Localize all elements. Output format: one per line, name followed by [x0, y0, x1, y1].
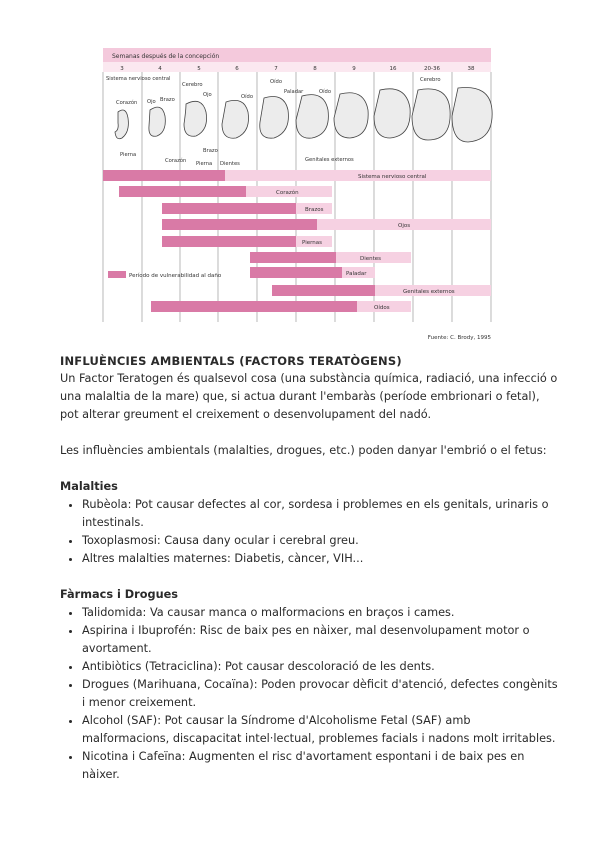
- embryo-week9-image: [334, 93, 368, 138]
- list-item: • Rubèola: Pot causar defectes al cor, sordesa i problemes en els genitals, urinaris o intestinals.: [82, 496, 560, 532]
- embryo-week8-image: [296, 95, 328, 139]
- bar-label-ears: Oídos: [374, 305, 390, 311]
- week-label: 16: [389, 66, 397, 72]
- embryo-label: Ojo: [147, 99, 156, 105]
- week-label: 5: [197, 66, 201, 72]
- list-item: • Toxoplasmosi: Causa dany ocular i cerebral greu.: [82, 532, 560, 550]
- chart-header: Semanas después de la concepción: [112, 53, 220, 60]
- list-item: • Drogues (Marihuana, Cocaïna): Poden provocar dèficit d'atenció, defectes congènits i menor creixement.: [82, 676, 560, 712]
- embryo-week6-image: [222, 100, 249, 138]
- list-item: • Altres malalties maternes: Diabetis, càncer, VIH...: [82, 550, 560, 568]
- article-text: [60, 352, 560, 784]
- bar-arms-critical: [162, 203, 296, 214]
- list-item: • Nicotina i Cafeïna: Augmenten el risc d'avortament espontani i de baix pes en nàixer.: [82, 748, 560, 784]
- list-item: • Aspirina i Ibuprofén: Risc de baix pes en nàixer, mal desenvolupament motor o avortament.: [82, 622, 560, 658]
- bar-snc-critical: [103, 170, 225, 181]
- embryo-label: Brazo: [160, 97, 175, 103]
- fetus-week38-image: [452, 87, 492, 142]
- week-label: 20-36: [424, 66, 440, 72]
- section-title: INFLUÈNCIES AMBIENTALS (FACTORS TERATÒGENS): [60, 354, 402, 368]
- teratogen-vulnerability-chart: [0, 0, 600, 345]
- bar-label-heart: Corazón: [276, 190, 299, 196]
- diseases-heading: Malalties: [60, 480, 118, 493]
- diseases-list: [60, 496, 560, 568]
- embryo-label: Pierna: [120, 152, 137, 158]
- drugs-list: [60, 604, 560, 784]
- list-item: • Talidomida: Va causar manca o malformacions en braços i cames.: [82, 604, 560, 622]
- bar-label-teeth: Dientes: [360, 256, 382, 262]
- list-item: • Antibiòtics (Tetraciclina): Pot causar descoloració de les dents.: [82, 658, 560, 676]
- bar-genitals-critical: [272, 285, 375, 296]
- embryo-label: Dientes: [220, 161, 240, 167]
- embryo-week3-image: [115, 110, 128, 139]
- bar-label-arms: Brazos: [305, 207, 324, 213]
- embryo-label: Oído: [241, 94, 253, 100]
- drugs-heading: Fàrmacs i Drogues: [60, 588, 179, 601]
- influences-paragraph: Les influències ambientals (malalties, drogues, etc.) poden danyar l'embrió o el fetus:: [60, 444, 547, 457]
- week-label: 3: [120, 66, 124, 72]
- week-label: 9: [352, 66, 356, 72]
- embryo-week4-image: [149, 107, 165, 136]
- week-label: 4: [158, 66, 162, 72]
- embryo-label: Corazón: [116, 100, 138, 106]
- bar-label-snc: Sistema nervioso central: [358, 174, 427, 180]
- embryo-week5-image: [184, 101, 207, 136]
- embryo-label: Paladar: [284, 89, 304, 95]
- embryo-week20-36-image: [412, 89, 450, 140]
- embryo-label: Brazo: [203, 148, 218, 154]
- figure-source: Fuente: C. Brody, 1995: [427, 335, 491, 341]
- embryo-week16-image: [374, 89, 410, 138]
- bar-palate-critical: [250, 267, 342, 278]
- embryo-label: Corazón: [165, 158, 187, 164]
- embryo-label: Ojo: [203, 92, 212, 98]
- bar-heart-critical: [119, 186, 246, 197]
- embryo-label: Pierna: [196, 161, 213, 167]
- bar-label-palate: Paladar: [346, 271, 367, 277]
- bar-label-eyes: Ojos: [398, 223, 411, 229]
- embryo-week7-image: [260, 97, 289, 139]
- intro-paragraph: Un Factor Teratogen és qualsevol cosa (una substància química, radiació, una infecció o una malaltia de la mare) que, si actua durant l'embaràs (període embrionari o fetal), pot alterar greument el creixement o desenvolupament del nadó.: [60, 372, 558, 421]
- bar-label-legs: Piernas: [302, 240, 322, 246]
- bar-teeth-critical: [250, 252, 336, 263]
- embryo-label: Oído: [270, 79, 282, 85]
- bar-ears-critical: [151, 301, 357, 312]
- embryo-label: Genitales externos: [305, 157, 354, 163]
- week-label: 7: [274, 66, 278, 72]
- week-label: 6: [235, 66, 239, 72]
- week-label: 38: [467, 66, 475, 72]
- legend-label: Período de vulnerabilidad al daño: [129, 273, 222, 279]
- bar-label-genitals: Genitales externos: [403, 289, 455, 295]
- embryo-label: Cerebro: [420, 77, 441, 83]
- bar-legs-critical: [162, 236, 296, 247]
- bar-eyes-critical: [162, 219, 317, 230]
- legend-swatch: [108, 271, 126, 278]
- embryo-label: Cerebro: [182, 82, 203, 88]
- list-item: • Alcohol (SAF): Pot causar la Síndrome d'Alcoholisme Fetal (SAF) amb malformacions, discapacitat intel·lectual, problemes facials i nadons molt irritables.: [82, 712, 560, 748]
- embryo-label: Oído: [319, 89, 331, 95]
- week-label: 8: [313, 66, 317, 72]
- embryo-label: Sistema nervioso central: [106, 76, 171, 82]
